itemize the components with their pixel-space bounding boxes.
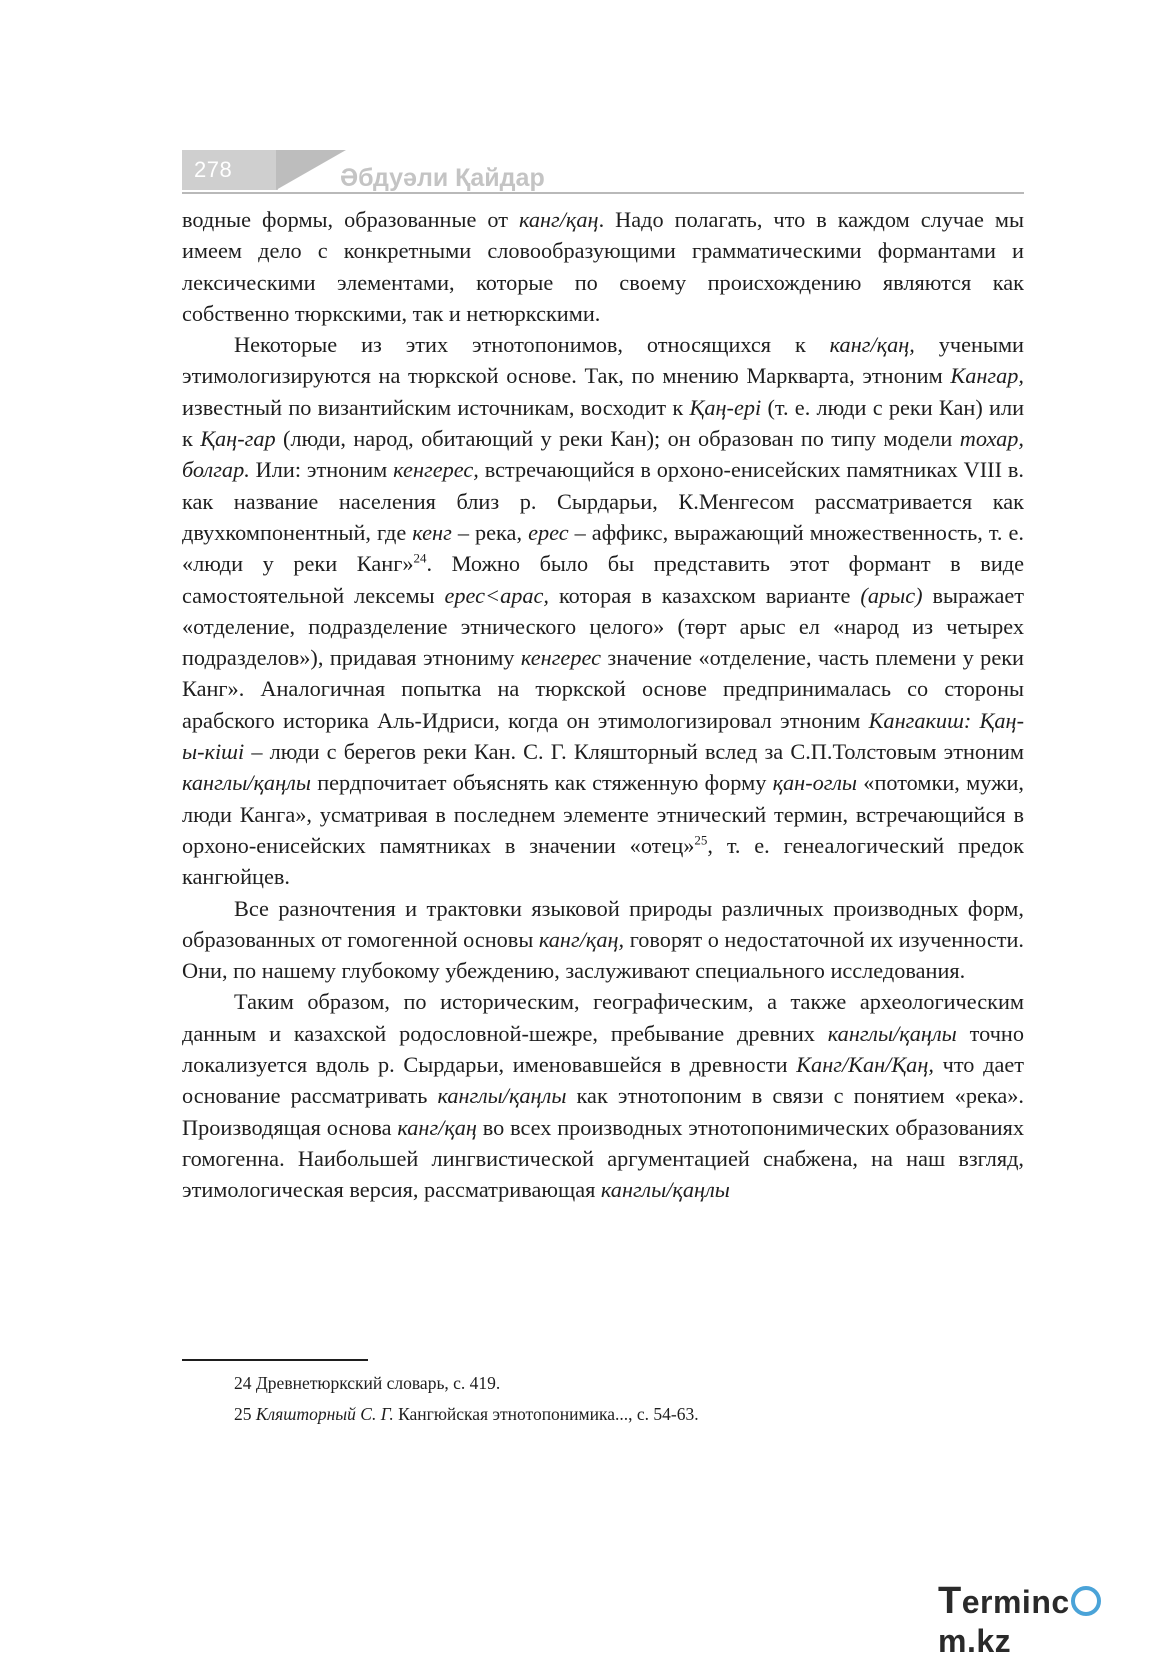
text-run: значение «отделение, часть племени у реки Канг». Аналогичная попытка на тюркской основе предпринималась со стороны арабского историка Аль-Идриси, когда он этимологизировал этноним (182, 645, 1024, 733)
text-run: водные формы, образованные от (182, 207, 519, 232)
italic-term: канг/қаң (518, 207, 599, 232)
running-header (182, 150, 1024, 196)
italic-term: тохар, болгар. (182, 426, 1024, 483)
author-name: Әбдуәли Қайдар (340, 164, 545, 192)
italic-term: қан-оглы (772, 770, 858, 796)
italic-term: Кангар, (950, 363, 1024, 389)
text-run: (т. е. люди с реки Кан) или к (182, 394, 1025, 452)
text-run: говорят о недостаточной их изученности. Они, по нашему глубокому убеждению, заслуживают специального исследования. (182, 926, 1024, 984)
italic-term: канглы/қаңлы (182, 770, 311, 796)
text-run: пердпочитает объяснять как стяженную форму (310, 770, 773, 796)
italic-term: ерес (528, 519, 569, 545)
logo-initial: T (938, 1580, 962, 1622)
page-number: 278 (194, 157, 233, 182)
italic-term: Кангакиш: Қаң-ы-кіші (182, 707, 1024, 765)
text-run: Таким образом, по историческим, географическим, а также археологическим данным и казахской родословной-шежре, пребывание древних (182, 989, 1024, 1046)
header-wedge (276, 150, 346, 190)
text-run: Все разночтения и трактовки языковой природы различных производных форм, образованных от гомогенной основы (182, 895, 1024, 952)
text-run: точно локализуется вдоль р. Сырдарьи, именовавшейся в древности (182, 1020, 1024, 1078)
text-run: 25 (234, 1404, 256, 1424)
paragraph-4 (182, 986, 1024, 1205)
italic-term: ерес<арас, (444, 582, 549, 608)
italic-term: канг/қаң, (829, 332, 915, 358)
italic-term: Канг/Кан/Қаң, (796, 1052, 934, 1078)
footnote-ref: 25 (694, 832, 708, 848)
text-run: . Надо полагать, что в каждом случае мы имеем дело с конкретными словообразующими грамматическими формантами и лексическими элементами, которые по своему происхождению являются как собственно тюркскими, так и нетюркскими. (182, 207, 1024, 326)
italic-term: кенгерес, (393, 457, 479, 483)
text-run: во всех производных этнотопонимических образованиях гомогенна. Наибольшей лингвистической аргументацией снабжена, на наш взгляд, этимологическая версия, рассматривающая (182, 1114, 1024, 1203)
italic-term: канглы/қаңлы (827, 1020, 957, 1046)
text-run: известный по византийским источникам, восходит к (182, 394, 690, 420)
footnote-ref: 24 (413, 550, 427, 566)
italic-term: Қаң-гар (200, 426, 276, 452)
header-rule (182, 192, 1024, 194)
text-run: – люди с берегов реки Кан. С. Г. Кляшторный вслед за С.П.Толстовым этноним (244, 739, 1024, 765)
paragraph-1 (182, 204, 1024, 329)
text-run: Кангюйская этнотопонимика..., с. 54-63. (393, 1404, 699, 1424)
text-run: как этнотопоним в связи с понятием «река». Производящая основа (182, 1083, 1024, 1140)
text-run: учеными этимологизируются на тюркской основе. Так, по мнению Маркварта, этноним (182, 332, 1024, 389)
italic-term: Кляшторный С. Г. (255, 1404, 394, 1424)
text-run: . Можно было бы представить этот формант в виде самостоятельной лексемы (182, 551, 1024, 608)
italic-term: кенг (412, 519, 452, 545)
text-run: – река, (451, 519, 529, 545)
text-run: что дает основание рассматривать (182, 1052, 1024, 1109)
text-run: Или: этноним (249, 457, 394, 483)
text-run: «потомки, мужи, люди Канга», усматривая в последнем элементе этнический термин, встречающийся в орхоно-енисейских памятниках в значении «отец» (182, 770, 1024, 858)
logo-text-a: erminc (961, 1584, 1070, 1620)
text-run: 24 Древнетюркский словарь, с. 419. (234, 1373, 501, 1393)
body-text (182, 204, 1024, 1206)
text-run: Некоторые из этих этнотопонимов, относящихся к (234, 332, 830, 358)
italic-term: канглы/қаңлы (600, 1177, 730, 1203)
paragraph-2 (182, 329, 1024, 892)
italic-term: канг/қаң (397, 1114, 477, 1140)
italic-term: канглы/қаңлы (437, 1083, 567, 1109)
logo-text-b: m.kz (938, 1623, 1012, 1659)
text-run: – аффикс, выражающий множественность, т. е. «люди у реки Канг» (182, 519, 1024, 577)
italic-term: (арыс) (860, 582, 923, 608)
italic-term: канг/қаң, (538, 926, 625, 952)
text-run: , т. е. генеалогический предок кангюйцев. (182, 832, 1024, 890)
italic-term: кенгерес (520, 645, 601, 671)
text-run: (люди, народ, обитающий у реки Кан); он образован по типу модели (275, 426, 960, 452)
text-run: встречающийся в орхоно-енисейских памятниках VIII в. как название населения близ р. Сырдарьи, К.Менгесом рассматривается как двухкомпонентный, где (182, 457, 1024, 545)
text-run: которая в казахском варианте (549, 582, 861, 608)
footnote-25 (234, 1399, 1024, 1430)
footnotes (234, 1368, 1024, 1430)
site-logo (938, 1580, 1158, 1660)
footnote-24 (234, 1368, 1024, 1399)
paragraph-3 (182, 893, 1024, 987)
text-run: выражает «отделение, подразделение этнического целого» (төрт арыс ел «народ из четырех подразделов»), придавая этнониму (182, 582, 1024, 671)
logo-circle-icon (1071, 1586, 1101, 1616)
footnote-rule (182, 1359, 368, 1361)
italic-term: Қаң-ері (689, 394, 762, 420)
